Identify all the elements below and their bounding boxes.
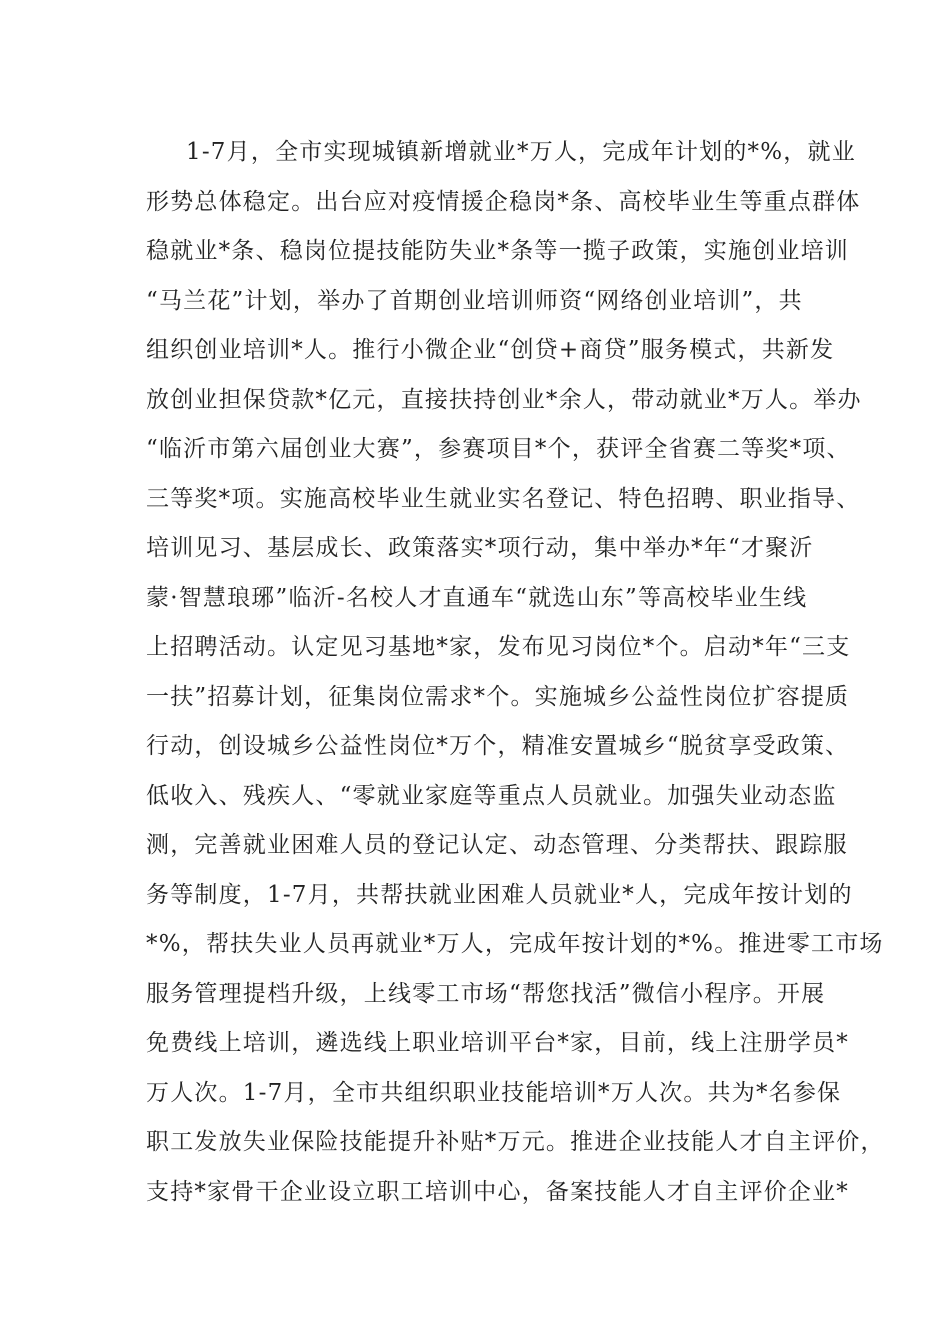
text-line: 测，完善就业困难人员的登记认定、动态管理、分类帮扶、跟踪服 xyxy=(146,832,848,858)
text-line: 支持*家骨干企业设立职工培训中心，备案技能人才自主评价企业* xyxy=(146,1178,849,1205)
text-line: 行动，创设城乡公益性岗位*万个，精准安置城乡“脱贫享受政策、 xyxy=(146,733,850,759)
text-line: 免费线上培训，遴选线上职业培训平台*家，目前，线上注册学员* xyxy=(146,1030,849,1056)
text-line: *%，帮扶失业人员再就业*万人，完成年按计划的*%。推进零工市场 xyxy=(146,931,884,957)
text-line: 三等奖*项。实施高校毕业生就业实名登记、特色招聘、职业指导、 xyxy=(146,485,861,512)
text-line: 务等制度，1-7月，共帮扶就业困难人员就业*人，完成年按计划的 xyxy=(146,881,853,908)
text-line: “马兰花”计划，举办了首期创业培训师资“网络创业培训”，共 xyxy=(146,287,803,314)
text-line: 职工发放失业保险技能提升补贴*万元。推进企业技能人才自主评价， xyxy=(146,1129,885,1155)
text-line: 一扶”招募计划，征集岗位需求*个。实施城乡公益性岗位扩容提质 xyxy=(146,683,850,710)
text-line: 1-7月，全市实现城镇新增就业*万人，完成年计划的*%，就业 xyxy=(186,139,856,165)
text-line: 形势总体稳定。出台应对疫情援企稳岗*条、高校毕业生等重点群体 xyxy=(146,188,861,215)
text-line: 蒙·智慧琅琊”临沂-名校人才直通车“就选山东”等高校毕业生线 xyxy=(146,584,808,611)
text-line: 放创业担保贷款*亿元，直接扶持创业*余人，带动就业*万人。举办 xyxy=(146,386,862,413)
text-line: 稳就业*条、稳岗位提技能防失业*条等一揽子政策，实施创业培训 xyxy=(146,238,849,264)
text-line: 万人次。1-7月，全市共组织职业技能培训*万人次。共为*名参保 xyxy=(146,1079,842,1106)
paragraph xyxy=(146,132,885,1221)
text-line: 培训见习、基层成长、政策落实*项行动，集中举办*年“才聚沂 xyxy=(146,535,814,561)
text-line: 组织创业培训*人。推行小微企业“创贷+商贷”服务模式，共新发 xyxy=(146,337,835,363)
text-line: 服务管理提档升级，上线零工市场“帮您找活”微信小程序。开展 xyxy=(146,980,826,1007)
text-line: 上招聘活动。认定见习基地*家，发布见习岗位*个。启动*年“三支 xyxy=(146,634,851,660)
text-line: “临沂市第六届创业大赛”，参赛项目*个，获评全省赛二等奖*项、 xyxy=(146,436,851,462)
text-line: 低收入、残疾人、“零就业家庭等重点人员就业。加强失业动态监 xyxy=(146,782,837,809)
